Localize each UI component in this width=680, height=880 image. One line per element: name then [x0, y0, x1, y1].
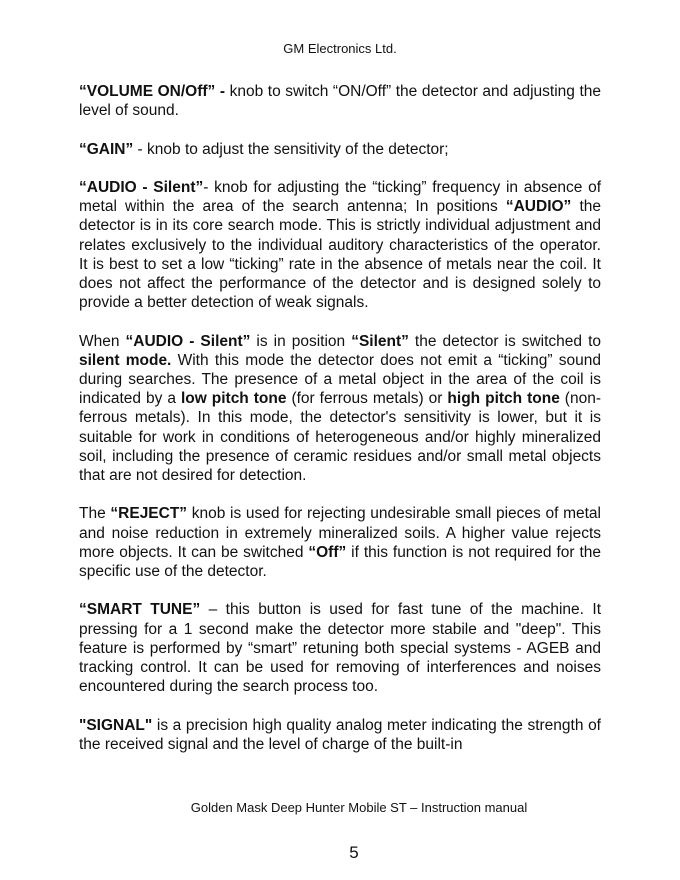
- bold-term: “AUDIO”: [505, 198, 572, 216]
- paragraph-reject: [79, 504, 601, 581]
- page-footer: Golden Mask Deep Hunter Mobile ST – Instruction manual: [190, 800, 528, 815]
- bold-term: “Silent”: [351, 332, 409, 350]
- bold-term: “VOLUME ON/Off” -: [79, 83, 230, 100]
- bold-term: “AUDIO - Silent”: [125, 332, 251, 350]
- bold-term: low pitch tone: [180, 390, 287, 408]
- text-run: the detector is switched to: [408, 332, 601, 350]
- text-run: is a precision high quality analog meter indicating the strength of the received signal and the level of charge of the built-in: [79, 716, 601, 753]
- text-run: (for ferrous metals) or: [286, 390, 448, 408]
- bold-term: “Off”: [308, 543, 347, 561]
- text-run: knob is used for rejecting undesirable small pieces of metal and noise reduction in extremely mineralized soils. A higher value rejects more objects. It can be switched: [79, 505, 601, 561]
- text-run: (non-ferrous metals). In this mode, the detector's sensitivity is lower, but it is suitable for work in conditions of heterogeneous and/or highly mineralized soil, including the presence of ceramic residues and/or small metal objects that are not desired for detection.: [79, 390, 601, 485]
- text-run: the detector is in its core search mode. This is strictly individual adjustment and relates exclusively to the individual auditory characteristics of the operator. It is best to set a low “ticking” rate in the absence of metals near the coil. It does not affect the performance of the detector and is designed solely to provide a better detection of weak signals.: [79, 198, 601, 312]
- paragraph-signal: [79, 716, 601, 754]
- bold-term: “GAIN”: [79, 140, 134, 158]
- bold-term: silent mode.: [79, 351, 172, 369]
- text-run: - knob to adjust the sensitivity of the detector;: [133, 140, 449, 158]
- paragraph-silent-mode: [79, 332, 601, 486]
- text-run: – this button is used for fast tune of the machine. It pressing for a 1 second make the detector more stabile and "deep". This feature is performed by “smart” retuning both special systems - AGEB and tracking control. It can be used for removing of interferences and noises encountered during the search process too.: [79, 601, 601, 696]
- text-run: With this mode the detector does not emit a “ticking” sound during searches. The presence of a metal object in the area of the coil is indicated by a: [79, 351, 601, 408]
- document-body: [79, 82, 601, 773]
- bold-term: “AUDIO - Silent”: [79, 178, 204, 196]
- bold-term: high pitch tone: [447, 390, 560, 408]
- text-run: When: [79, 332, 126, 350]
- text-run: knob to switch “ON/Off” the detector and adjusting the level of sound.: [79, 83, 601, 120]
- page-number: 5: [349, 843, 359, 862]
- paragraph-smart-tune: [79, 600, 601, 696]
- paragraph-audio-silent: [79, 178, 601, 312]
- text-run: is in position: [250, 332, 352, 350]
- bold-term: "SIGNAL": [79, 716, 153, 734]
- bold-term: “SMART TUNE”: [79, 601, 201, 619]
- text-run: The: [79, 505, 111, 523]
- paragraph-volume: [79, 82, 601, 120]
- paragraph-gain: [79, 140, 601, 159]
- text-run: - knob for adjusting the “ticking” frequency in absence of metal within the area of the search antenna; In positions: [79, 178, 601, 216]
- text-run: if this function is not required for the specific use of the detector.: [79, 543, 601, 581]
- page-header: GM Electronics Ltd.: [283, 41, 397, 56]
- bold-term: “REJECT”: [110, 505, 188, 523]
